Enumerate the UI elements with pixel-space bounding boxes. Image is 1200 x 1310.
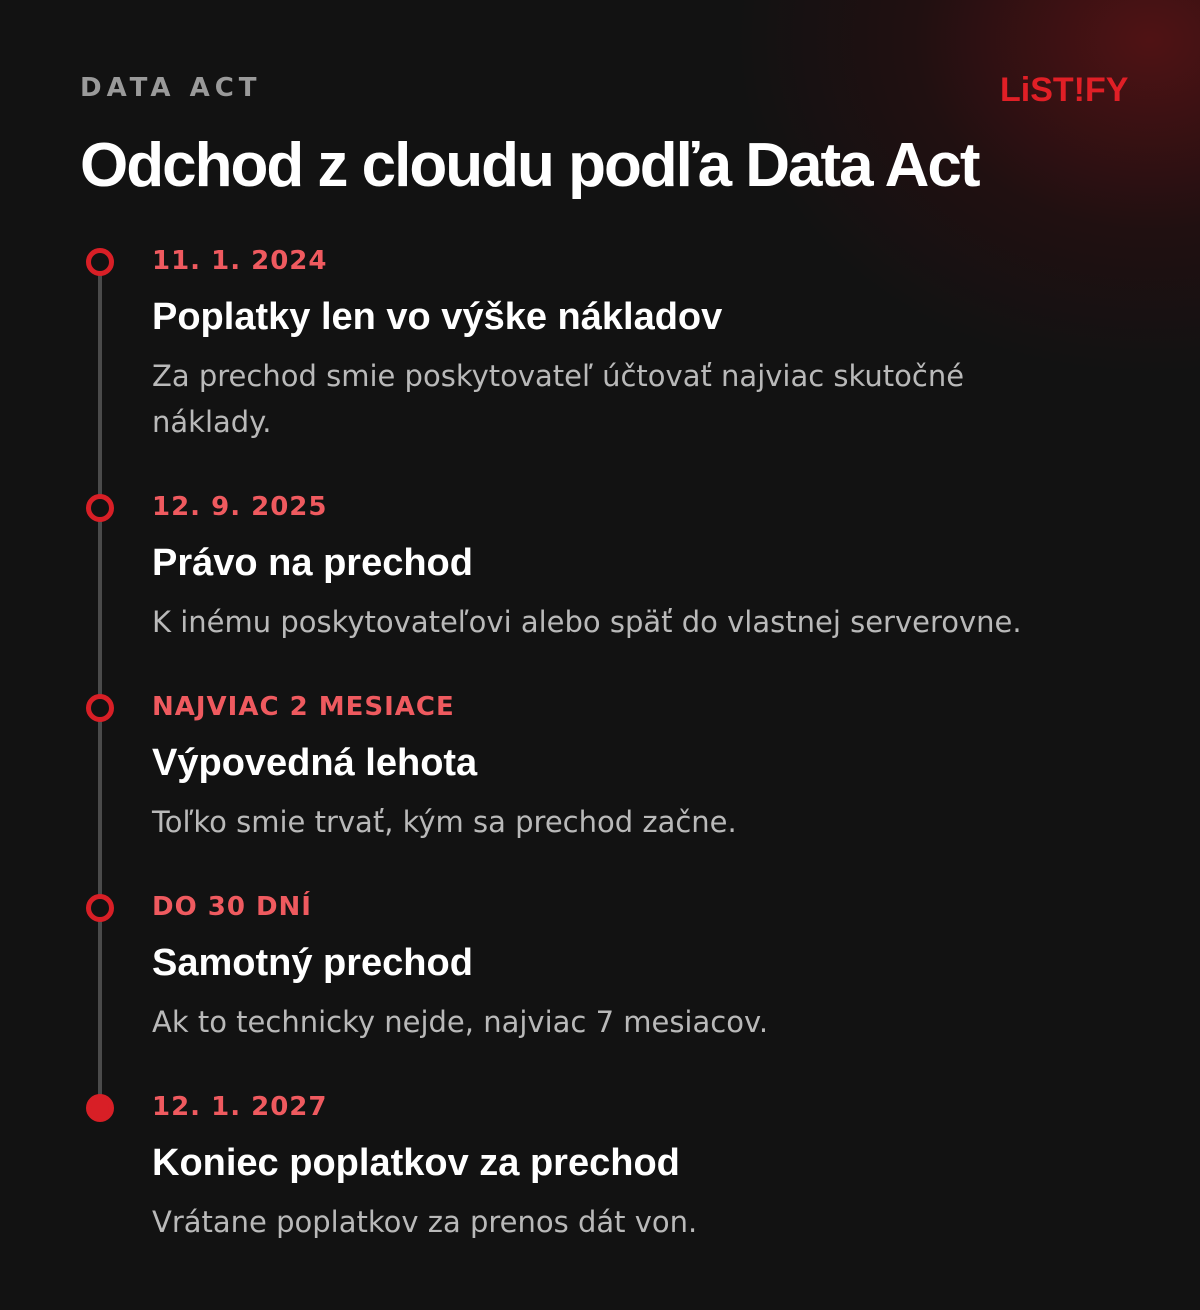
timeline-date: 12. 9. 2025 [152,492,328,522]
brand-logo: LiST!FY [1000,71,1129,109]
circle-outline-icon [86,894,114,922]
timeline-description: Vrátane poplatkov za prenos dát von. [152,1205,698,1239]
timeline-heading: Právo na prechod [152,542,473,584]
timeline-date: 11. 1. 2024 [152,246,328,276]
timeline-date: DO 30 DNÍ [152,892,312,922]
page-title: Odchod z cloudu podľa Data Act [80,131,979,200]
timeline-date: NAJVIAC 2 MESIACE [152,692,455,722]
timeline-heading: Koniec poplatkov za prechod [152,1142,680,1184]
eyebrow-label: DATA ACT [80,73,262,103]
timeline-axis [98,262,102,1107]
timeline-description: K inému poskytovateľovi alebo späť do vlastnej serverovne. [152,605,1022,639]
timeline-heading: Poplatky len vo výške nákladov [152,296,723,338]
circle-filled-icon [86,1094,114,1122]
timeline-heading: Samotný prechod [152,942,473,984]
circle-outline-icon [86,494,114,522]
timeline-heading: Výpovedná lehota [152,742,478,784]
timeline-description: Ak to technicky nejde, najviac 7 mesiacov. [152,1005,769,1039]
timeline-description: Toľko smie trvať, kým sa prechod začne. [152,805,737,839]
timeline-date: 12. 1. 2027 [152,1092,328,1122]
circle-outline-icon [86,694,114,722]
timeline-description: Za prechod smie poskytovateľ účtovať najviac skutočné náklady. [152,359,965,439]
circle-outline-icon [86,248,114,276]
